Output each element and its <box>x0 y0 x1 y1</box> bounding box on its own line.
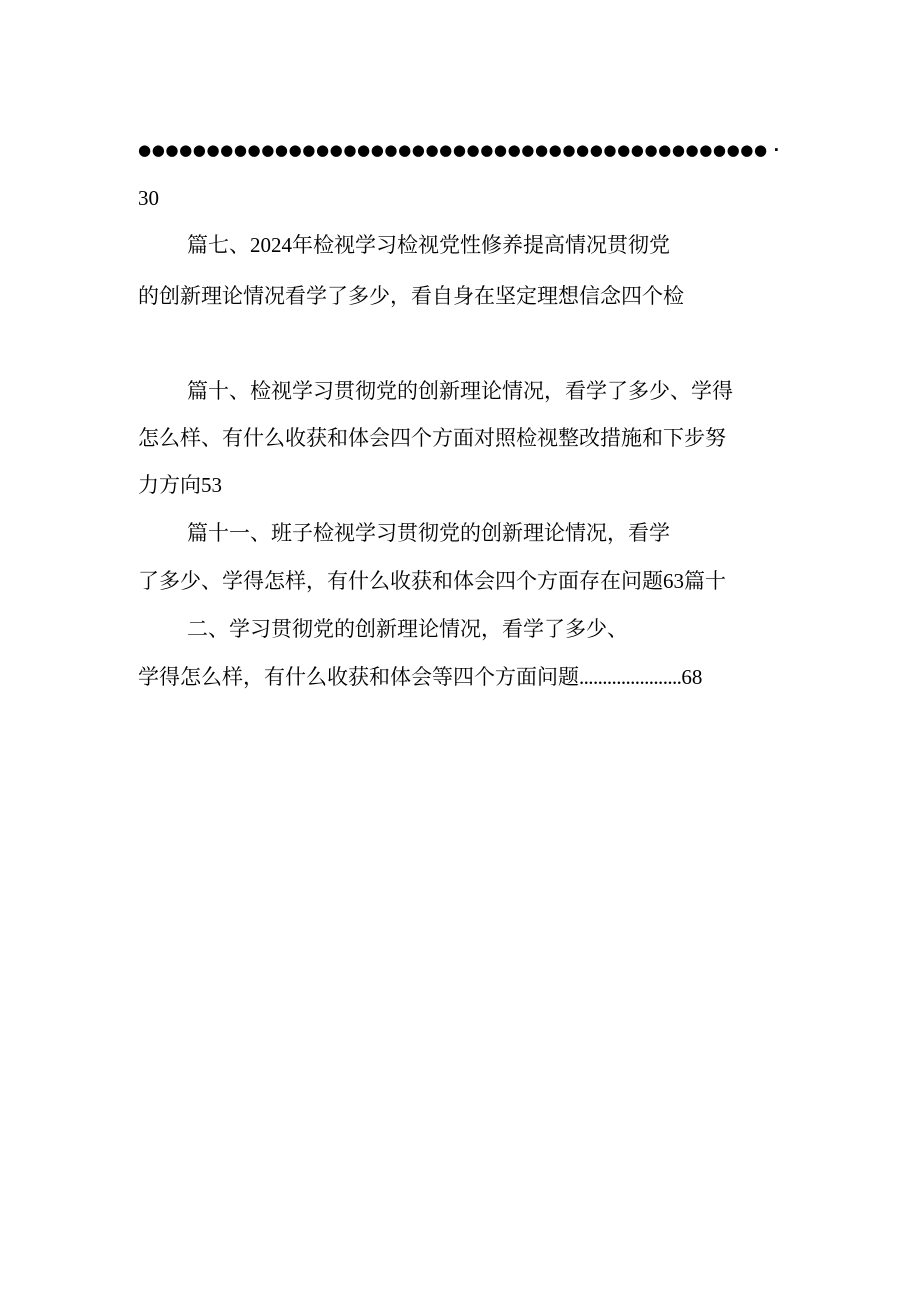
toc-entry-12-title-end: 学得怎么样，有什么收获和体会等四个方面问题 <box>138 665 579 689</box>
toc-entry-10-line-1[interactable]: 篇十、检视学习贯彻党的创新理论情况，看学了多少、学得 <box>187 379 733 403</box>
toc-entry-12-page: 68 <box>681 665 703 689</box>
toc-entry-10-line-3[interactable] <box>138 470 222 500</box>
toc-entry-7-prefix: 篇七、 <box>187 233 250 257</box>
toc-entry-10-title-end: 力方向 <box>138 473 201 497</box>
toc-entry-7-title-part: 年检视学习检视党性修养提高情况贯彻党 <box>292 233 670 257</box>
toc-page-number-30: 30 <box>138 186 159 210</box>
toc-entry-7-line-1[interactable] <box>187 230 670 260</box>
toc-entry-11-line-2[interactable] <box>138 566 726 596</box>
toc-entry-12-line-2[interactable] <box>138 662 702 692</box>
toc-entry-10-page: 53 <box>201 473 222 497</box>
toc-entry-7-year: 2024 <box>250 233 292 257</box>
toc-entry-10-line-2[interactable]: 怎么样、有什么收获和体会四个方面对照检视整改措施和下步努 <box>138 426 726 450</box>
toc-entry-11-page: 63 <box>663 569 684 593</box>
toc-dot-leader: ●●●●●●●●●●●●●●●●●●●●●●●●●●●●●●●●●●●●●●●●●●●●●● · <box>138 141 780 159</box>
toc-entry-11-title-end: 了多少、学得怎样，有什么收获和体会四个方面存在问题 <box>138 569 663 593</box>
toc-entry-12-line-1[interactable]: 二、学习贯彻党的创新理论情况，看学了多少、 <box>187 617 628 641</box>
toc-entry-11-line-1[interactable]: 篇十一、班子检视学习贯彻党的创新理论情况，看学 <box>187 521 670 545</box>
toc-entry-12-prefix: 篇十 <box>684 569 726 593</box>
toc-entry-7-line-2[interactable]: 的创新理论情况看学了多少，看自身在坚定理想信念四个检 <box>138 284 684 308</box>
toc-entry-12-leader: ...................... <box>579 665 682 689</box>
